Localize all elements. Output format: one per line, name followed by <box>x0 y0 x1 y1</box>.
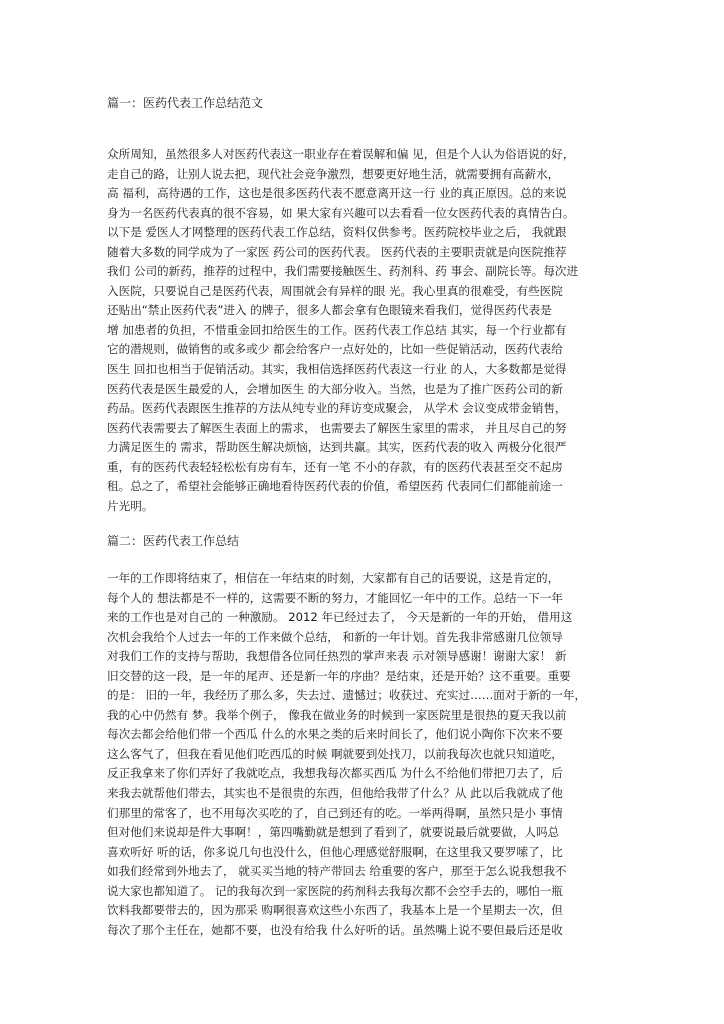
text-line: 但对他们来说却是件大事啊！，第四嘴勤就是想到了看到了，就要说最后就要做，人吗总 <box>107 825 560 840</box>
text-line: 入医院，只要说自己是医药代表，周围就会有异样的眼 光。我心里真的很难受，有些医院 <box>107 283 563 298</box>
text-line: 还贴出“禁止医药代表”进入 的牌子，很多人都会拿有色眼镜来看我们，觉得医药代表是 <box>107 303 552 318</box>
text-line: 众所周知，虽然很多人对医药代表这一职业存在着误解和偏 见，但是个人认为俗语说的好， <box>107 147 575 161</box>
text-line: 每个人的 想法都是不一样的，这需要不断的努力，才能回忆一年中的工作。总结一下一年 <box>107 590 563 605</box>
section-2-title: 篇二：医药代表工作总结 <box>107 534 240 548</box>
text-line: 随着大多数的同学成为了一家医 药公司的医药代表。 医药代表的主要职责就是向医院推荐 <box>107 244 567 259</box>
text-line: 一年的工作即将结束了，相信在一年结束的时刻，大家都有自己的话要说，这是肯定的， <box>107 571 560 585</box>
text-line: 每次去都会给他们带一个西瓜 什么的水果之类的后来时间长了，他们说小陶你下次来不要 <box>107 727 563 742</box>
text-line: 我们 公司的新药，推荐的过程中，我们需要接触医生、药剂科、药 事会、副院长等。每次进 <box>107 264 579 279</box>
text-line: 以下是 爱医人才网整理的医药代表工作总结，资料仅供参考。医药院校毕业之后， 我就跟 <box>107 225 567 240</box>
text-line: 来我去就帮他们带去，其实也不是很贵的东西，但他给我带了什么？从 此以后我就成了他 <box>107 786 563 801</box>
text-line: 我的心中仍然有 梦。我举个例子， 像我在做业务的时候到一家医院里是很热的夏天我以前 <box>107 707 567 722</box>
text-line: 旧交替的这一段，是一年的尾声、还是新一年的序曲？是结束，还是开始？这不重要。重要 <box>107 668 571 683</box>
text-line: 医药代表需要去了解医生表面上的需求， 也需要去了解医生家里的需求， 并且尽自己的努 <box>107 420 567 435</box>
section-1-body <box>107 145 619 516</box>
text-line: 药品。医药代表跟医生推荐的方法从纯专业的拜访变成聚会， 从学术 会议变成带金销售， <box>107 401 567 416</box>
text-line: 增 加患者的负担，不惜重金回扣给医生的工作。医药代表工作总结 其实，每一个行业都有 <box>107 322 567 337</box>
text-line: 来的工作也是对自己的 一种激励。 2012 年已经过去了， 今天是新的一年的开始， 借用这 <box>107 610 573 625</box>
text-line: 这么客气了，但我在看见他们吃西瓜的时候 啊就要到处找刀，以前我每次也就只知道吃， <box>107 746 563 761</box>
text-line: 反正我拿来了你们弄好了我就吃点，我想我每次都买西瓜 为什么不给他们带把刀去了，后 <box>107 766 563 781</box>
text-line: 次机会我给个人过去一年的工作来做个总结， 和新的一年计划。首先我非常感谢几位领导 <box>107 629 563 644</box>
text-line: 片光明。 <box>107 498 154 513</box>
text-line: 如我们经常到外地去了， 就买买当地的特产带回去 给重要的客户，那至于怎么说我想我不 <box>107 864 567 879</box>
text-line: 走自己的路，让别人说去把，现代社会竞争激烈，想要更好地生活，就需要拥有高薪水， <box>107 166 560 181</box>
text-line: 喜欢听好 听的话，你多说几句也没什么，但他心理感觉舒服啊，在这里我又要罗嗦了，比 <box>107 844 563 859</box>
text-line: 医生 回扣也相当于促销活动。其实，我相信选择医药代表这一行业 的人，大多数都是觉得 <box>107 362 567 377</box>
text-line: 高 福利，高待遇的工作，这也是很多医药代表不愿意离开这一行 业的真正原因。总的来说 <box>107 186 567 201</box>
text-line: 每次了那个主任在，她都不要，也没有给我 什么好听的话。虽然嘴上说不要但最后还是收 <box>107 922 563 937</box>
text-line: 的是： 旧的一年，我经历了那么多，失去过、遗憾过；收获过、充实过……面对于新的一年， <box>107 688 587 703</box>
text-line: 力满足医生的 需求，帮助医生解决烦恼，达到共赢。其实，医药代表的收入 两极分化很严 <box>107 440 567 455</box>
text-line: 对我们工作的支持与帮助，我想借各位同任热烈的掌声来表 示对领导感谢！谢谢大家！ 新 <box>107 649 567 664</box>
text-line: 医药代表是医生最爱的人，会增加医生 的大部分收入。当然，也是为了推广医药公司的新 <box>107 381 563 396</box>
section-2-body <box>107 569 619 940</box>
text-line: 饮料我都要带去的，因为那采 购啊很喜欢这些小东西了，我基本上是一个星期去一次，但 <box>107 903 563 918</box>
section-1-title: 篇一：医药代表工作总结范文 <box>107 96 264 110</box>
text-line: 说大家也都知道了。 记的我每次到一家医院的药剂科去我每次都不会空手去的，哪怕一瓶 <box>107 883 563 898</box>
text-line: 它的潜规则，做销售的或多或少 都会给客户一点好处的，比如一些促销活动，医药代表给 <box>107 342 563 357</box>
text-line: 重，有的医药代表轻轻松松有房有车，还有一笔 不小的存款，有的医药代表甚至交不起房 <box>107 459 563 474</box>
text-line: 身为一名医药代表真的很不容易，如 果大家有兴趣可以去看看一位女医药代表的真情告白。 <box>107 205 575 220</box>
text-line: 租。总之了，希望社会能够正确地看待医药代表的价值，希望医药 代表同仁们都能前途一 <box>107 479 563 494</box>
text-line: 们那里的常客了，也不用每次买吃的了，自己到还有的吃。一举两得啊，虽然只是小 事情 <box>107 805 563 820</box>
